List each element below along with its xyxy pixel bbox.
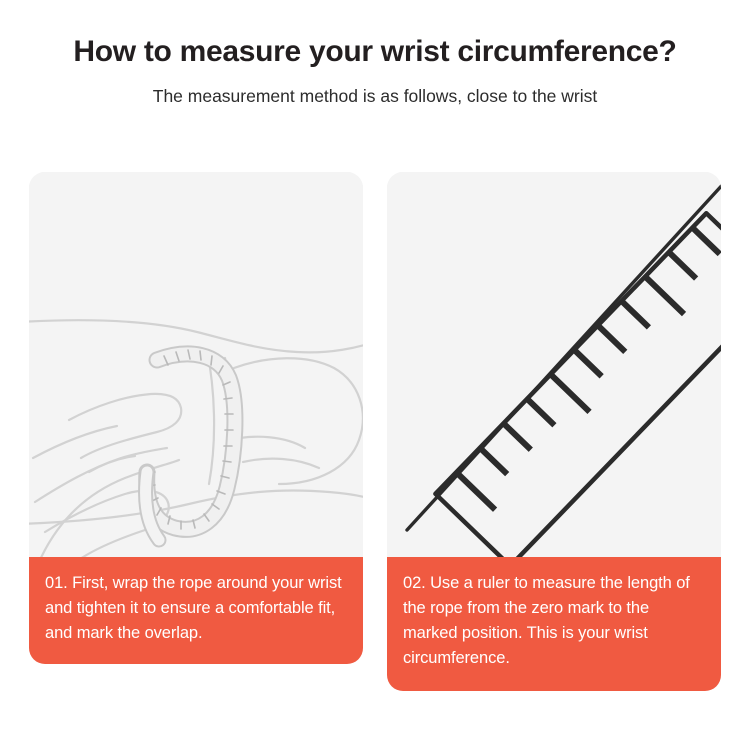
page-title: How to measure your wrist circumference?: [73, 35, 677, 68]
ruler-illustration: [387, 172, 721, 557]
step-card-2: [387, 172, 721, 691]
page-subtitle: The measurement method is as follows, close to the wrist: [152, 86, 598, 106]
wrist-tape-illustration: [29, 172, 363, 557]
step-1-caption: 01. First, wrap the rope around your wrist and tighten it to ensure a comfortable fit, and mark the overlap.: [29, 557, 363, 664]
header: [0, 0, 750, 107]
step-card-1: [29, 172, 363, 664]
step-2-caption: 02. Use a ruler to measure the length of the rope from the zero mark to the marked position. This is your wrist circumference.: [387, 557, 721, 691]
steps-container: [29, 172, 721, 691]
